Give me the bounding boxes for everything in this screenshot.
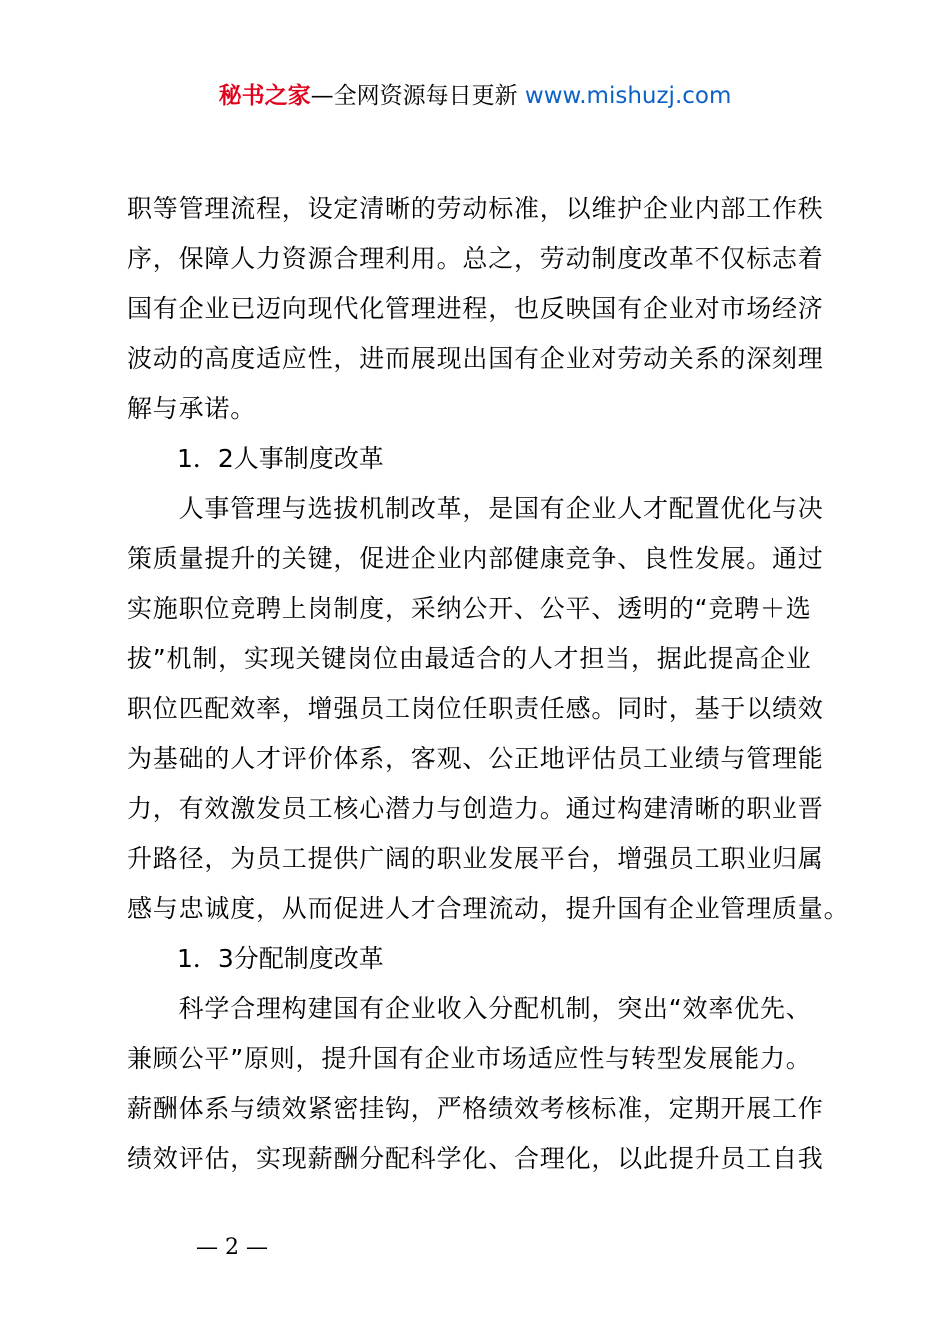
text-line: 拔”机制，实现关键岗位由最适合的人才担当，据此提高企业 bbox=[127, 644, 812, 673]
text-line: 力，有效激发员工核心潜力与创造力。通过构建清晰的职业晋 bbox=[127, 794, 824, 823]
text-line: 兼顾公平”原则，提升国有企业市场适应性与转型发展能力。 bbox=[127, 1044, 812, 1073]
text-line: 感与忠诚度，从而促进人才合理流动，提升国有企业管理质量。 bbox=[127, 894, 850, 923]
text-line: 薪酬体系与绩效紧密挂钩，严格绩效考核标准，定期开展工作 bbox=[127, 1094, 824, 1123]
text-line: 国有企业已迈向现代化管理进程，也反映国有企业对市场经济 bbox=[127, 294, 824, 323]
text-line: 职位匹配效率，增强员工岗位任职责任感。同时，基于以绩效 bbox=[127, 694, 824, 723]
document-body bbox=[127, 184, 850, 1184]
text-line: 序，保障人力资源合理利用。总之，劳动制度改革不仅标志着 bbox=[127, 244, 824, 273]
section-heading-personnel-reform: 1．2人事制度改革 bbox=[177, 444, 384, 473]
text-line: 职等管理流程，设定清晰的劳动标准，以维护企业内部工作秩 bbox=[127, 194, 824, 223]
text-line: 策质量提升的关键，促进企业内部健康竞争、良性发展。通过 bbox=[127, 544, 824, 573]
site-url-link[interactable]: www.mishuzj.com bbox=[524, 83, 732, 109]
text-line: 波动的高度适应性，进而展现出国有企业对劳动关系的深刻理 bbox=[127, 344, 824, 373]
text-line: 为基础的人才评价体系，客观、公正地评估员工业绩与管理能 bbox=[127, 744, 824, 773]
text-line: 人事管理与选拔机制改革，是国有企业人才配置优化与决 bbox=[127, 494, 824, 523]
site-header bbox=[0, 78, 950, 114]
paragraph-personnel-reform bbox=[127, 484, 850, 934]
text-line: 升路径，为员工提供广阔的职业发展平台，增强员工职业归属 bbox=[127, 844, 824, 873]
brand-name: 秘书之家 bbox=[218, 83, 311, 109]
text-line: 绩效评估，实现薪酬分配科学化、合理化，以此提升员工自我 bbox=[127, 1144, 824, 1173]
text-line: 科学合理构建国有企业收入分配机制，突出“效率优先、 bbox=[127, 994, 812, 1023]
section-heading-distribution-reform: 1．3分配制度改革 bbox=[177, 944, 384, 973]
header-tagline: —全网资源每日更新 bbox=[310, 83, 525, 109]
paragraph-distribution-reform bbox=[127, 984, 833, 1184]
text-line: 实施职位竞聘上岗制度，采纳公开、公平、透明的“竞聘＋选 bbox=[127, 594, 812, 623]
paragraph-labor-reform-end bbox=[127, 184, 833, 434]
text-line: 解与承诺。 bbox=[127, 394, 257, 423]
page-number: — 2 — bbox=[196, 1235, 268, 1260]
